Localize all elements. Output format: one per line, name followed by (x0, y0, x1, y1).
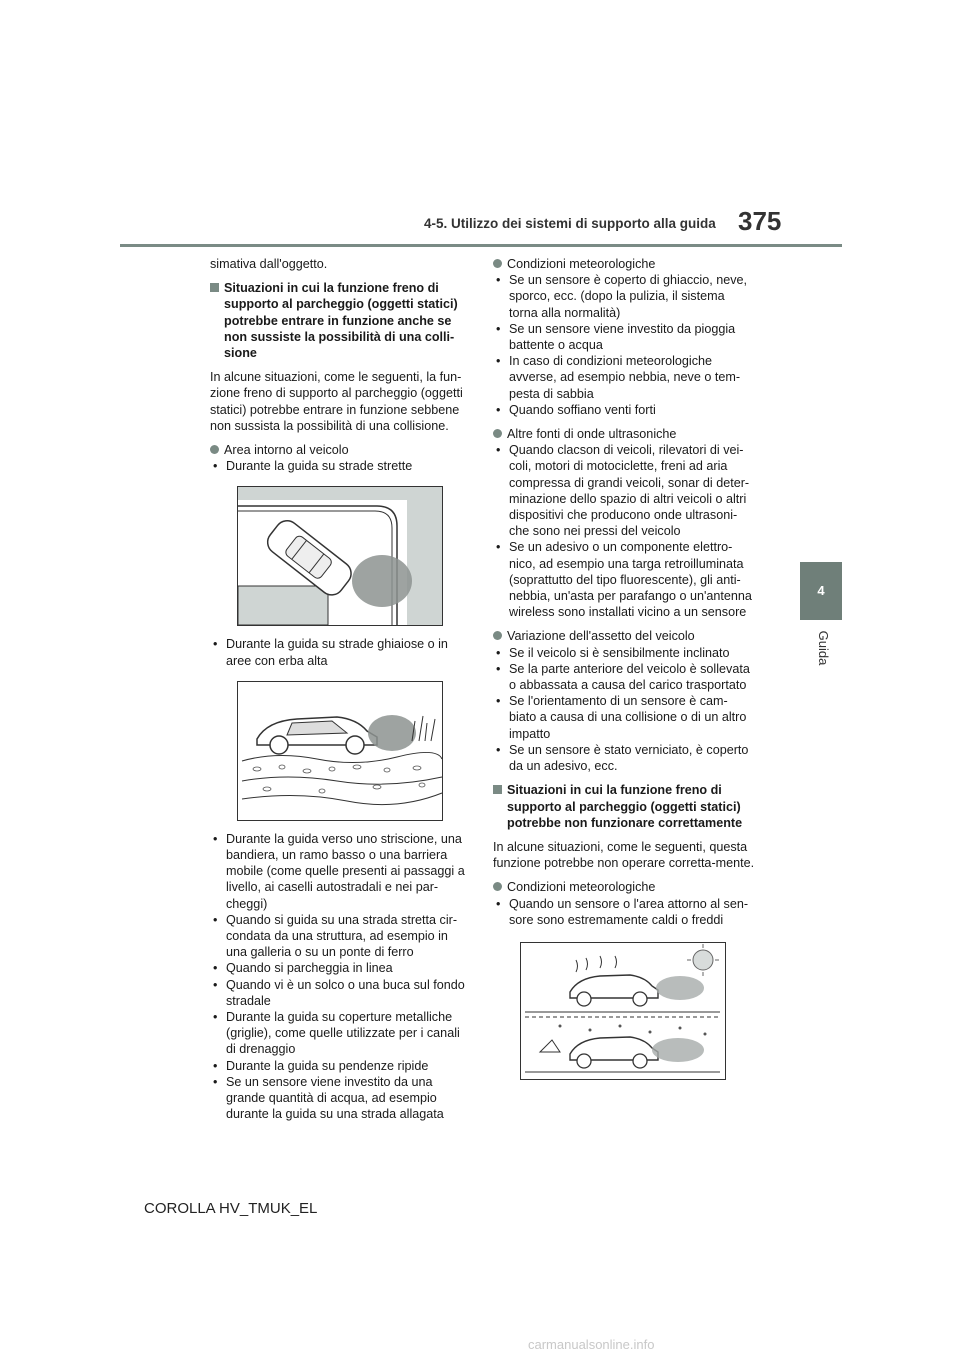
bullet-list-b (210, 636, 472, 668)
page-number: 375 (738, 206, 782, 236)
list-item: • Quando un sensore o l'area attorno al sen-sore sono estremamente caldi o freddi (493, 896, 755, 928)
list-item: • Se un sensore è stato verniciato, è coperto da un adesivo, ecc. (493, 742, 755, 774)
bullet-list-weather (493, 272, 755, 418)
chapter-label: Guida (816, 630, 831, 666)
bullet-list-ultrasonic (493, 442, 755, 620)
narrow-road-illustration (237, 486, 443, 626)
bullet-list-c (210, 831, 472, 1123)
list-item: • Se l'orientamento di un sensore è cam-biato a causa di una collisione o di un altro impatto (493, 693, 755, 742)
list-item: • Se il veicolo si è sensibilmente inclinato (493, 645, 755, 661)
list-item: • Quando soffiano venti forti (493, 402, 755, 418)
list-item: • In caso di condizioni meteorologiche avverse, ad esempio nebbia, neve o tem-pesta di sabbia (493, 353, 755, 402)
list-item: • Se un sensore viene investito da una grande quantità di acqua, ad esempio durante la guida su una strada allagata (210, 1074, 472, 1123)
left-column (210, 256, 472, 1131)
chapter-tab[interactable]: 4 (800, 562, 842, 620)
hot-cold-illustration (520, 942, 726, 1080)
list-item: • Quando clacson di veicoli, rilevatori di vei-coli, motori di motociclette, freni ad aria compressa di grandi veicoli, sonar di deter-minazione dello spazio di altri veicoli o altri dispositivi che producono onde ultrasoni-che sono nei pressi del veicolo (493, 442, 755, 539)
subheading-weather: Condizioni meteorologiche (493, 256, 755, 272)
right-column (493, 256, 755, 1090)
subheading-attitude: Variazione dell'assetto del veicolo (493, 628, 755, 644)
watermark: carmanualsonline.info (528, 1337, 655, 1352)
list-item: • Durante la guida su strade ghiaiose o in aree con erba alta (210, 636, 472, 668)
bullet-list-a (210, 458, 472, 474)
list-item: • Durante la guida su coperture metalliche (griglie), come quelle utilizzate per i canali di drenaggio (210, 1009, 472, 1058)
subheading-vehicle-area: Area intorno al veicolo (210, 442, 472, 458)
section-heading-malfunction: Situazioni in cui la funzione freno di supporto al parcheggio (oggetti statici) potrebbe non funzionare correttamente (493, 782, 755, 831)
list-item: • Se la parte anteriore del veicolo è sollevata o abbassata a causa del carico trasportato (493, 661, 755, 693)
list-item: • Quando vi è un solco o una buca sul fondo stradale (210, 977, 472, 1009)
list-item: • Quando si parcheggia in linea (210, 960, 472, 976)
paragraph-malfunction: In alcune situazioni, come le seguenti, questa funzione potrebbe non operare corretta-mente. (493, 839, 755, 871)
intro-text: simativa dall'oggetto. (210, 257, 328, 271)
bullet-list-weather-2 (493, 896, 755, 928)
model-code: COROLLA HV_TMUK_EL (144, 1200, 318, 1217)
gravel-road-illustration (237, 681, 443, 821)
subheading-ultrasonic: Altre fonti di onde ultrasoniche (493, 426, 755, 442)
list-item: • Se un adesivo o un componente elettro-nico, ad esempio una targa retroilluminata (soprattutto del tipo fluorescente), gli anti-nebbia, un'asta per parafango o un'antenna wireless sono installati vicino a un sensore (493, 539, 755, 620)
list-item: • Se un sensore è coperto di ghiaccio, neve, sporco, ecc. (dopo la pulizia, il sistema torna alla normalità) (493, 272, 755, 321)
bullet-list-attitude (493, 645, 755, 775)
section-title: 4-5. Utilizzo dei sistemi di supporto alla guida (424, 216, 716, 231)
list-item: • Se un sensore viene investito da pioggia battente o acqua (493, 321, 755, 353)
subheading-weather-2: Condizioni meteorologiche (493, 879, 755, 895)
list-item: • Durante la guida su strade strette (210, 458, 472, 474)
paragraph-false-activation: In alcune situazioni, come le seguenti, la fun-zione freno di supporto al parcheggio (oggetti statici) potrebbe entrare in funzione sebbene non sussista la possibilità di una collisione. (210, 370, 463, 433)
header-divider (120, 244, 842, 247)
section-heading-false-activation: Situazioni in cui la funzione freno di supporto al parcheggio (oggetti statici) potrebbe entrare in funzione anche se non sussiste la possibilità di una colli-sione (210, 280, 472, 361)
list-item: • Durante la guida verso uno striscione, una bandiera, un ramo basso o una barriera mobile (come quelle presenti ai passaggi a livello, ai caselli autostradali e nei par-cheggi) (210, 831, 472, 912)
list-item: • Durante la guida su pendenze ripide (210, 1058, 472, 1074)
list-item: • Quando si guida su una strada stretta cir-condata da una struttura, ad esempio in una galleria o su un ponte di ferro (210, 912, 472, 961)
